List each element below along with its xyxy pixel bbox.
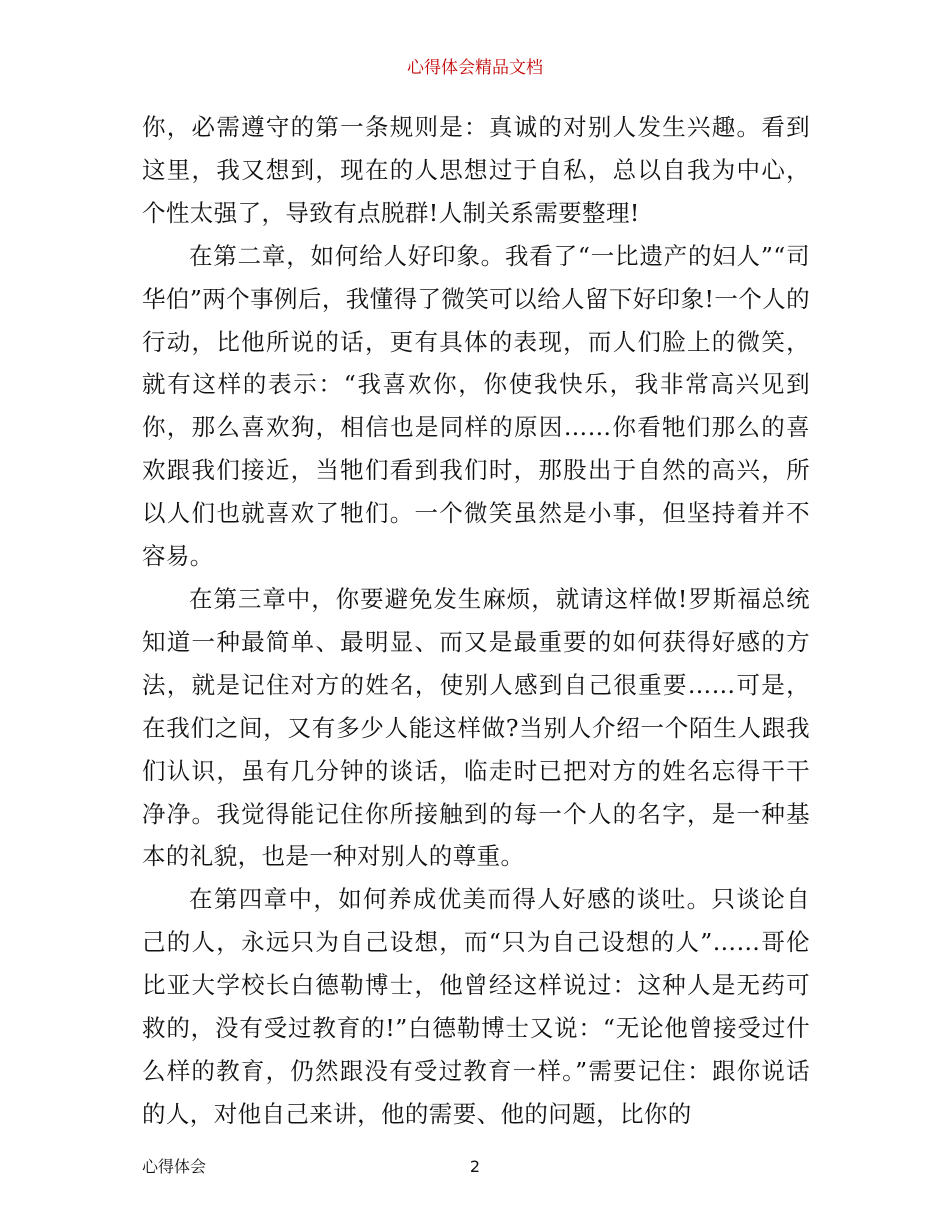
- footer-label: 心得体会: [142, 1157, 207, 1176]
- paragraph-continuation: 你，必需遵守的第一条规则是：真诚的对别人发生兴趣。看到这里，我又想到，现在的人思想过于自私，总以自我为中心，个性太强了，导致有点脱群!人制关系需要整理!: [142, 113, 810, 227]
- paragraph-chapter-four: 在第四章中，如何养成优美而得人好感的谈吐。只谈论自己的人，永远只为自己设想，而“只为自己设想的人”……哥伦比亚大学校长白德勒博士，他曾经这样说过：这种人是无药可救的，没有受过教育的!”白德勒博士又说：“无论他曾接受过什么样的教育，仍然跟没有受过教育一样。”需要记住：跟你说话的人，对他自己来讲，他的需要、他的问题，比你的: [142, 885, 810, 1128]
- document-body: [142, 106, 810, 1136]
- paragraph-chapter-three: 在第三章中，你要避免发生麻烦，就请这样做!罗斯福总统知道一种最简单、最明显、而又是最重要的如何获得好感的方法，就是记住对方的姓名，使别人感到自己很重要……可是，在我们之间，又有多少人能这样做?当别人介绍一个陌生人跟我们认识，虽有几分钟的谈话，临走时已把对方的姓名忘得干干净净。我觉得能记住你所接触到的每一个人的名字，是一种基本的礼貌，也是一种对别人的尊重。: [142, 584, 810, 871]
- page-number: 2: [469, 1157, 481, 1176]
- page-header-title: 心得体会精品文档: [407, 58, 543, 78]
- paragraph-chapter-two: 在第二章，如何给人好印象。我看了“一比遗产的妇人”“司华伯”两个事例后，我懂得了微笑可以给人留下好印象!一个人的行动，比他所说的话，更有具体的表现，而人们脸上的微笑，就有这样的表示：“我喜欢你，你使我快乐，我非常高兴见到你，那么喜欢狗，相信也是同样的原因……你看牠们那么的喜欢跟我们接近，当牠们看到我们时，那股出于自然的高兴，所以人们也就喜欢了牠们。一个微笑虽然是小事，但坚持着并不容易。: [142, 241, 810, 571]
